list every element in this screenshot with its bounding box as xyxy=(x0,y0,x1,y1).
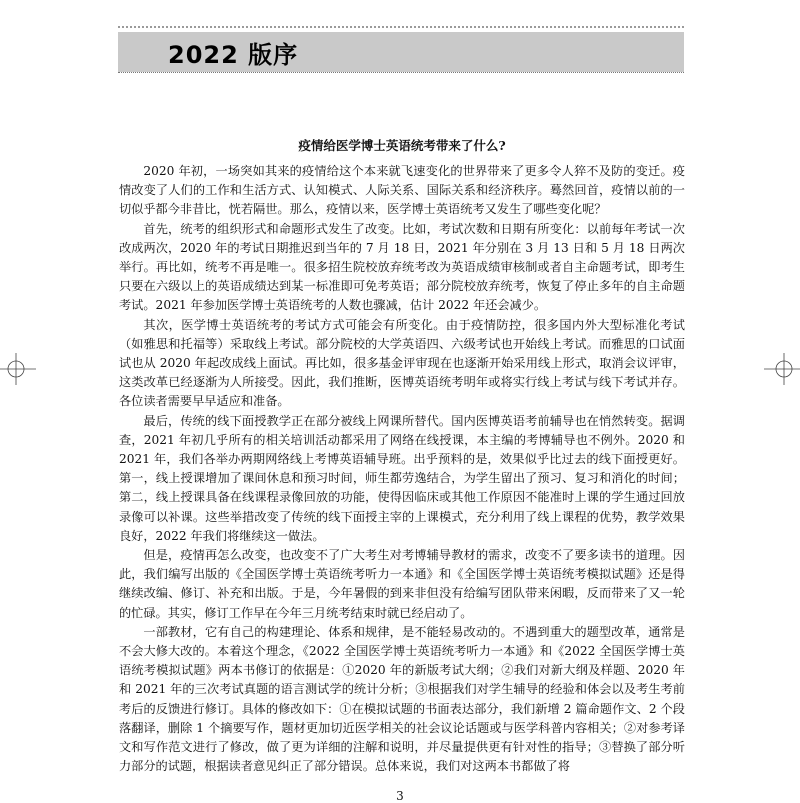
page-title: 2022 版序 xyxy=(168,41,299,69)
crop-mark-right-icon xyxy=(764,347,800,391)
paragraph: 首先，统考的组织形式和命题形式发生了改变。比如，考试次数和日期有所变化：以前每年考试一次改成两次，2020 年的考试日期推迟到当年的 7 月 18 日，2021 年分别在 3 月 13 日和 5 月 18 日两次举行。再比如，统考不再是唯一。很多招生院校放弃统考改为英语成绩审核制或者自主命题考试，即考生只要在六级以上的英语成绩达到某一标准即可免考英语；部分院校放弃统考，恢复了停止多年的自主命题考试。2021 年参加医学博士英语统考的人数也骤减，估计 2022 年还会减少。 xyxy=(119,221,685,313)
paragraph: 其次，医学博士英语统考的考试方式可能会有所变化。由于疫情防控，很多国内外大型标准化考试（如雅思和托福等）采取线上考试。部分院校的大学英语四、六级考试也开始线上考试。而雅思的口试面试也从 2020 年起改成线上面试。再比如，很多基金评审现在也逐渐开始采用线上形式，取消会议评审，这类改革已经逐渐为人所接受。因此，我们推断，医博英语统考明年或将实行线上考试与线下考试并存。各位读者需要早早适应和准备。 xyxy=(119,317,685,409)
paragraph: 一部教材，它有自己的构建理论、体系和规律，是不能轻易改动的。不遇到重大的题型改革，通常是不会大修大改的。本着这个理念，《2022 全国医学博士英语统考听力一本通》和《2022 全国医学博士英语统考模拟试题》两本书修订的依据是：①2020 年的新版考试大纲；②我们对新大纲及样题、2020 年和 2021 年的三次考试真题的语言测试学的统计分析；③根据我们对学生辅导的经验和体会以及考生考前考后的反馈进行修订。具体的修改如下：①在模拟试题的书面表达部分，我们新增 2 篇命题作文、2 个段落翻译，删除 1 个摘要写作，题材更加切近医学相关的社会议论话题或与医学科普内容相关；②对参考译文和写作范文进行了修改，做了更为详细的注解和说明，并尽量提供更有针对性的指导；③替换了部分听力部分的试题，根据读者意见纠正了部分错误。总体来说，我们对这两本书都做了将 xyxy=(119,624,685,774)
paragraph: 2020 年初，一场突如其来的疫情给这个本来就飞速变化的世界带来了更多令人猝不及防的变迁。疫情改变了人们的工作和生活方式、认知模式、人际关系、国际关系和经济秩序。蓦然回首，疫情以前的一切似乎都今非昔比，恍若隔世。那么，疫情以来，医学博士英语统考又发生了哪些变化呢？ xyxy=(119,164,685,217)
paragraph: 最后，传统的线下面授教学正在部分被线上网课所替代。国内医博英语考前辅导也在悄然转变。据调查，2021 年初几乎所有的相关培训活动都采用了网络在线授课，本主编的考博辅导也不例外。2020 和 2021 年，我们各举办两期网络线上考博英语辅导班。出乎预料的是，效果似乎比过去的线下面授更好。第一，线上授课增加了课间休息和预习时间，师生都劳逸结合，为学生留出了预习、复习和消化的时间；第二，线上授课具备在线课程录像回放的功能，使得因临床或其他工作原因不能准时上课的学生通过回放录像可以补课。这些举措改变了传统的线下面授主宰的上课模式，充分利用了线上课程的优势，教学效果良好，2022 年我们将继续这一做法。 xyxy=(119,413,685,543)
header-dotted-rule xyxy=(118,26,684,28)
crop-mark-left-icon xyxy=(0,347,36,391)
article-title: 疫情给医学博士英语统考带来了什么? xyxy=(298,138,506,153)
header-band-underline xyxy=(118,72,684,73)
paragraph: 但是，疫情再怎么改变，也改变不了广大考生对考博辅导教材的需求，改变不了要多读书的道理。因此，我们编写出版的《全国医学博士英语统考听力一本通》和《全国医学博士英语统考模拟试题》还是得继续改编、修订、补充和出版。于是，今年暑假的到来非但没有给编写团队带来闲暇，反而带来了又一轮的忙碌。其实，修订工作早在今年三月统考结束时就已经启动了。 xyxy=(119,548,685,620)
article-body xyxy=(119,136,685,777)
page-number: 3 xyxy=(396,789,404,803)
